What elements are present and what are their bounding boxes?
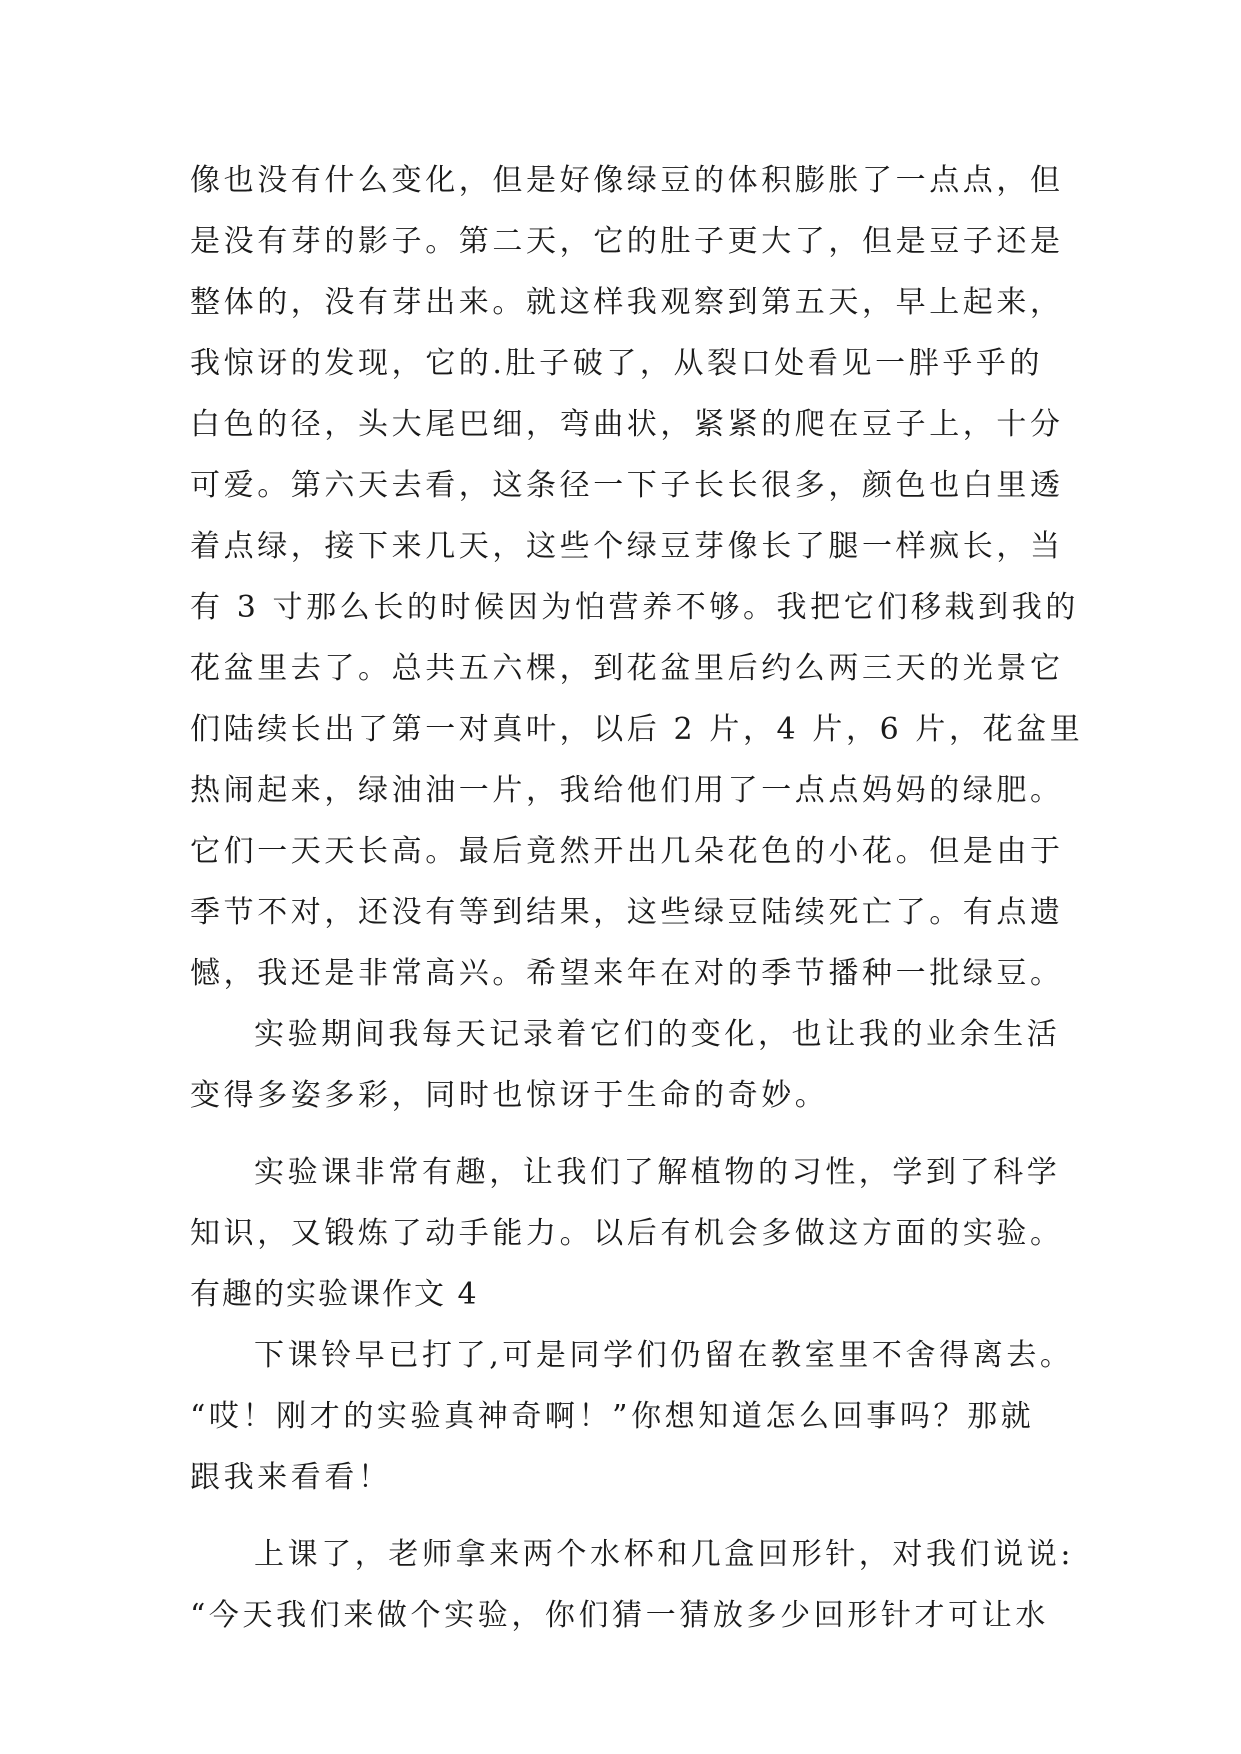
- text-line: 着点绿，接下来几天，这些个绿豆芽像长了腿一样疯长，当: [190, 529, 1064, 564]
- text-line: 花盆里去了。总共五六棵，到花盆里后约么两三天的光景它: [190, 651, 1064, 686]
- text-line: 可爱。第六天去看，这条径一下子长长很多，颜色也白里透: [190, 468, 1064, 503]
- text-line: 热闹起来，绿油油一片，我给他们用了一点点妈妈的绿肥。: [190, 773, 1064, 808]
- paragraph-first-line: 下课铃早已打了,可是同学们仍留在教室里不舍得离去。: [254, 1338, 1074, 1373]
- paragraph-first-line: 上课了，老师拿来两个水杯和几盒回形针，对我们说说:: [254, 1537, 1075, 1572]
- text-line: 白色的径，头大尾巴细，弯曲状，紧紧的爬在豆子上，十分: [190, 407, 1064, 442]
- text-line: 有 3 寸那么长的时候因为怕营养不够。我把它们移栽到我的: [190, 590, 1079, 625]
- text-line: 它们一天天长高。最后竟然开出几朵花色的小花。但是由于: [190, 834, 1064, 869]
- text-line: 我惊讶的发现，它的.肚子破了，从裂口处看见一胖乎乎的: [190, 346, 1044, 381]
- text-line: “今天我们来做个实验，你们猜一猜放多少回形针才可让水: [190, 1598, 1049, 1633]
- text-line: 憾，我还是非常高兴。希望来年在对的季节播种一批绿豆。: [190, 956, 1064, 991]
- text-line: 季节不对，还没有等到结果，这些绿豆陆续死亡了。有点遗: [190, 895, 1064, 930]
- paragraph-first-line: 实验期间我每天记录着它们的变化，也让我的业余生活: [254, 1017, 1061, 1052]
- text-line: 是没有芽的影子。第二天，它的肚子更大了，但是豆子还是: [190, 224, 1064, 259]
- body-text: [190, 150, 1084, 1646]
- paragraph-first-line: 实验课非常有趣，让我们了解植物的习性，学到了科学: [254, 1155, 1061, 1190]
- text-line: 们陆续长出了第一对真叶，以后 2 片，4 片，6 片，花盆里: [190, 712, 1084, 747]
- text-line: “哎！刚才的实验真神奇啊！”你想知道怎么回事吗？那就: [190, 1399, 1035, 1434]
- text-line: 整体的，没有芽出来。就这样我观察到第五天，早上起来，: [190, 285, 1064, 320]
- text-line: 知识，又锻炼了动手能力。以后有机会多做这方面的实验。: [190, 1216, 1064, 1251]
- section-heading: 有趣的实验课作文 4: [190, 1277, 479, 1312]
- text-line: 像也没有什么变化，但是好像绿豆的体积膨胀了一点点，但: [190, 163, 1064, 198]
- text-line: 变得多姿多彩，同时也惊讶于生命的奇妙。: [190, 1078, 829, 1113]
- text-line: 跟我来看看！: [190, 1460, 392, 1495]
